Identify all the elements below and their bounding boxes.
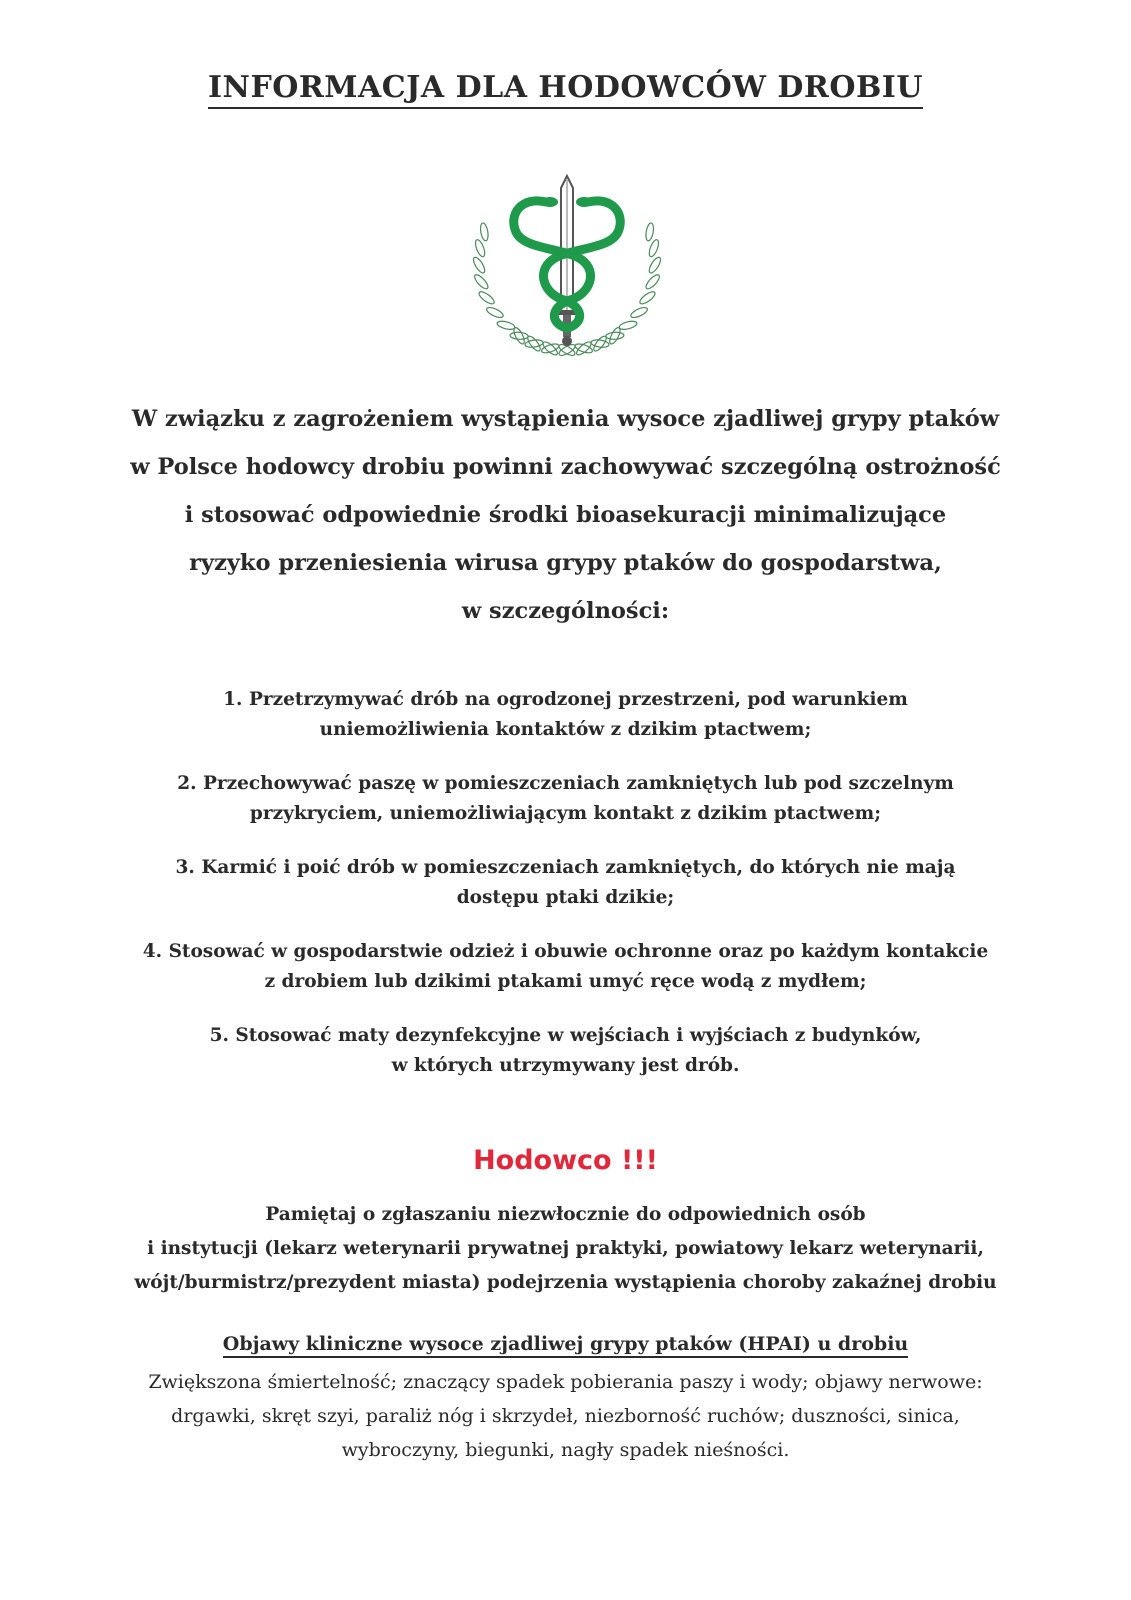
list-item-text: dostępu ptaki dzikie; <box>456 887 675 908</box>
list-item-text: przykryciem, uniemożliwiającym kontakt z dzikim ptactwem; <box>249 803 882 824</box>
symptoms-line: drgawki, skręt szyi, paraliż nóg i skrzydeł, niezborność ruchów; duszności, sinica, <box>171 1405 960 1427</box>
intro-line: w Polsce hodowcy drobiu powinni zachowywać szczególną ostrożność <box>130 454 1001 480</box>
list-item <box>60 853 1071 913</box>
list-item-text: Stosować maty dezynfekcyjne w wejściach i wyjściach z budynków, <box>235 1025 922 1046</box>
alert-line: wójt/burmistrz/prezydent miasta) podejrzenia wystąpienia choroby zakaźnej drobiu <box>134 1272 997 1293</box>
list-item-text: Stosować w gospodarstwie odzież i obuwie ochronne oraz po każdym kontakcie <box>168 941 989 962</box>
caduceus-emblem-icon <box>462 162 672 362</box>
laurel-leaf-icon <box>629 306 648 320</box>
laurel-leaf-icon <box>479 222 489 241</box>
laurel-leaf-icon <box>591 339 610 348</box>
laurel-leaf-icon <box>477 290 496 306</box>
laurel-leaf-icon <box>644 273 661 291</box>
laurel-leaf-icon <box>645 222 655 241</box>
list-item-number: 3. <box>175 857 195 878</box>
intro-line: i stosować odpowiednie środki bioasekuracji minimalizujące <box>184 502 947 528</box>
alert-paragraph <box>40 1198 1091 1300</box>
laurel-leaf-icon <box>485 306 504 320</box>
list-item-text: uniemożliwienia kontaktów z dzikim ptactwem; <box>319 719 812 740</box>
symptoms-heading-text: Objawy kliniczne wysoce zjadliwej grypy ptaków (HPAI) u drobiu <box>223 1333 908 1358</box>
list-item-number: 2. <box>177 773 197 794</box>
list-item <box>60 1021 1071 1081</box>
list-item-number: 1. <box>223 689 243 710</box>
laurel-leaf-icon <box>526 334 543 352</box>
symptoms-line: wybroczyny, biegunki, nagły spadek nieśności. <box>341 1439 790 1461</box>
laurel-leaf-icon <box>647 256 662 275</box>
document-title-text: INFORMACJA DLA HODOWCÓW DROBIU <box>208 70 923 109</box>
laurel-leaf-icon <box>638 290 657 306</box>
symptoms-line: Zwiększona śmiertelność; znaczący spadek pobierania paszy i wody; objawy nerwowe: <box>148 1371 983 1393</box>
intro-line: W związku z zagrożeniem wystąpienia wysoce zjadliwej grypy ptaków <box>131 406 1000 432</box>
symptoms-heading <box>0 1333 1131 1355</box>
laurel-leaf-icon <box>474 239 487 258</box>
list-item-text: Przechowywać paszę w pomieszczeniach zamkniętych lub pod szczelnym <box>202 773 954 794</box>
list-item-text: z drobiem lub dzikimi ptakami umyć ręce wodą z mydłem; <box>264 971 867 992</box>
list-item-text: Przetrzymywać drób na ogrodzonej przestrzeni, pod warunkiem <box>248 689 908 710</box>
list-item-text: Karmić i poić drób w pomieszczeniach zamkniętych, do których nie mają <box>201 857 956 878</box>
list-item <box>60 685 1071 745</box>
alert-line: Pamiętaj o zgłaszaniu niezwłocznie do odpowiednich osób <box>265 1204 866 1225</box>
list-item-number: 5. <box>209 1025 229 1046</box>
alert-line: i instytucji (lekarz weterynarii prywatnej praktyki, powiatowy lekarz weterynarii, <box>147 1238 984 1259</box>
laurel-leaf-icon <box>647 239 660 258</box>
alert-heading: Hodowco !!! <box>473 1145 658 1176</box>
laurel-leaf-icon <box>512 326 526 345</box>
intro-line: w szczególności: <box>461 598 670 624</box>
laurel-leaf-icon <box>471 256 486 275</box>
list-item <box>60 937 1071 997</box>
laurel-leaf-icon <box>525 339 544 348</box>
laurel-leaf-icon <box>606 332 624 340</box>
laurel-leaf-icon <box>619 320 638 331</box>
document-title <box>0 70 1131 105</box>
intro-line: ryzyko przeniesienia wirusa grypy ptaków do gospodarstwa, <box>189 550 942 576</box>
list-item-text: w których utrzymywany jest drób. <box>391 1055 740 1076</box>
intro-paragraph <box>60 395 1071 635</box>
recommendations-list <box>60 685 1071 1105</box>
symptoms-paragraph <box>80 1365 1051 1467</box>
list-item-number: 4. <box>142 941 163 962</box>
laurel-leaf-icon <box>496 320 515 331</box>
laurel-leaf-icon <box>510 332 528 340</box>
list-item <box>60 769 1071 829</box>
laurel-leaf-icon <box>473 273 490 291</box>
